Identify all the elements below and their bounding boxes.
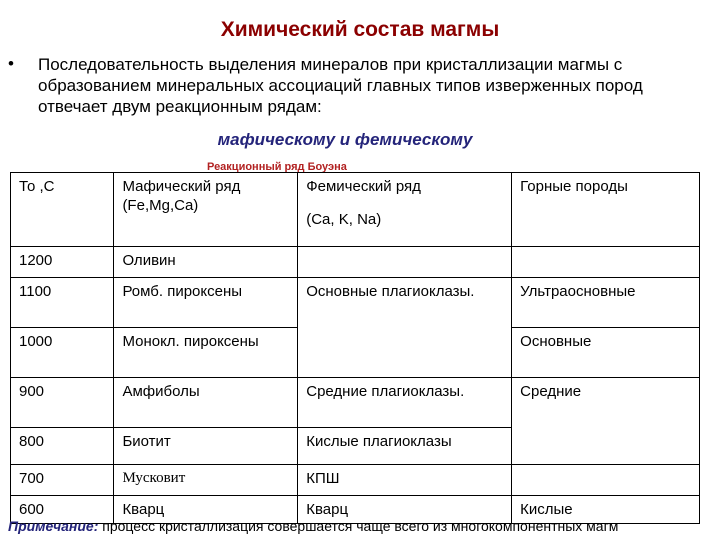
mafic-cell: Амфиболы (114, 378, 298, 428)
rocks-cell-acid: Кислые (512, 496, 700, 524)
rocks-cell-ultrabasic: Ультраосновные (512, 278, 700, 328)
temp-cell: 800 (11, 428, 114, 465)
femic-cell-quartz: Кварц (298, 496, 512, 524)
footnote-text: процесс кристаллизация совершается чаще всего из многокомпонентных магм (98, 518, 619, 534)
page-title: Химический состав магмы (220, 18, 500, 41)
header-mafic-title: Мафический ряд (122, 178, 241, 195)
temp-cell: 1200 (11, 247, 114, 278)
femic-cell-empty (298, 247, 512, 278)
temp-cell: 700 (11, 465, 114, 496)
table-row (11, 278, 700, 328)
temp-cell: 1100 (11, 278, 114, 328)
temp-cell: 1000 (11, 328, 114, 378)
rocks-cell-basic: Основные (512, 328, 700, 378)
header-femic-series (298, 173, 512, 247)
table-caption: Реакционный ряд Боуэна (207, 161, 347, 173)
bowen-reaction-table (10, 172, 700, 524)
femic-cell-intermediate-plagioclase: Средние плагиоклазы. (298, 378, 512, 428)
femic-cell-kfs: КПШ (298, 465, 512, 496)
table-row (11, 465, 700, 496)
reaction-series-line: мафическому и фемическому (217, 130, 473, 149)
rocks-cell-empty (512, 247, 700, 278)
mafic-cell: Кварц (114, 496, 298, 524)
header-mafic-elements: (Fe,Mg,Ca) (122, 197, 199, 214)
header-temperature: То ,С (11, 173, 114, 247)
table-header-row (11, 173, 700, 247)
header-femic-title: Фемический ряд (306, 178, 421, 195)
mafic-cell: Монокл. пироксены (114, 328, 298, 378)
header-femic-elements: (Ca, K, Na) (306, 211, 382, 228)
mafic-cell: Мусковит (114, 465, 298, 496)
mafic-cell: Оливин (114, 247, 298, 278)
header-rocks: Горные породы (512, 173, 700, 247)
rocks-cell-intermediate: Средние (512, 378, 700, 465)
table-row (11, 247, 700, 278)
header-mafic-series (114, 173, 298, 247)
mafic-cell: Биотит (114, 428, 298, 465)
femic-cell-acid-plagioclase: Кислые плагиоклазы (298, 428, 512, 465)
rocks-cell-empty (512, 465, 700, 496)
table-row (11, 378, 700, 428)
temp-cell: 600 (11, 496, 114, 524)
mafic-cell: Ромб. пироксены (114, 278, 298, 328)
bullet-marker: • (8, 54, 14, 73)
temp-cell: 900 (11, 378, 114, 428)
footnote-label: Примечание: (8, 518, 99, 534)
intro-paragraph: Последовательность выделения минералов при кристаллизации магмы с образованием минеральных ассоциаций главных типов изверженных пород отвечает двум реакционным рядам: (38, 55, 643, 116)
femic-cell-basic-plagioclase: Основные плагиоклазы. (298, 278, 512, 378)
footnote (8, 518, 720, 534)
